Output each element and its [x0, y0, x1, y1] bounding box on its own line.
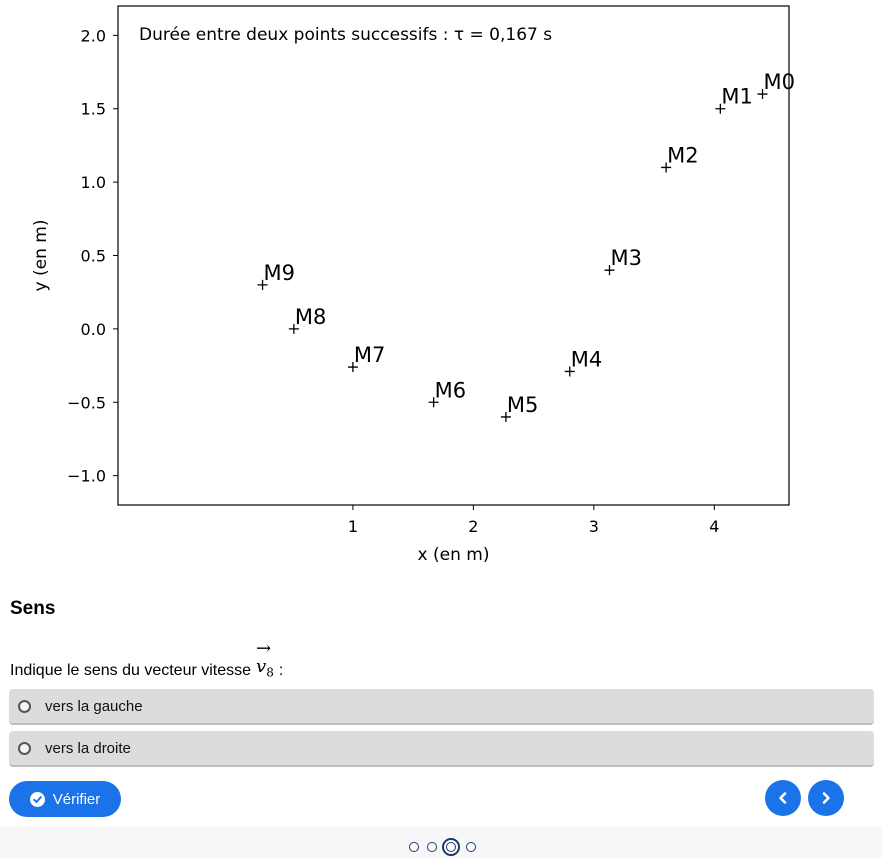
- chevron-right-icon: [819, 791, 833, 805]
- y-tick-label: 0.5: [80, 246, 106, 266]
- data-point-label: M0: [763, 70, 795, 95]
- next-button[interactable]: [808, 780, 844, 816]
- y-tick-label: 1.0: [80, 173, 106, 193]
- verify-label: Vérifier: [52, 790, 101, 808]
- data-point-label: M8: [294, 304, 327, 329]
- question-text: [10, 640, 283, 680]
- data-point-label: M2: [667, 143, 699, 168]
- page-dot-3-current[interactable]: [442, 838, 460, 856]
- y-tick-label: 2.0: [80, 26, 106, 46]
- data-point-label: M9: [263, 260, 296, 285]
- page-dot-4[interactable]: [466, 842, 476, 852]
- question-label: Indique le sens du vecteur vitesse: [10, 662, 252, 679]
- data-point-label: M6: [434, 378, 467, 403]
- data-point-label: M1: [721, 84, 753, 109]
- chevron-left-icon: [776, 791, 790, 805]
- page-dot-2[interactable]: [427, 842, 437, 852]
- check-circle-icon: [30, 792, 45, 807]
- section-title: Sens: [10, 598, 56, 619]
- question-suffix: :: [278, 662, 284, 679]
- vector-symbol: v: [256, 656, 267, 678]
- x-tick-label: 1: [347, 517, 359, 536]
- data-point-label: M5: [506, 392, 539, 417]
- vector-subscript: 8: [266, 666, 274, 680]
- y-tick-label: 0.0: [80, 319, 106, 339]
- radio-button[interactable]: [18, 700, 31, 713]
- x-tick-label: 4: [709, 517, 720, 536]
- x-axis-label: x (en m): [417, 545, 490, 565]
- option-left[interactable]: [9, 689, 874, 725]
- plot-frame: [118, 6, 789, 505]
- option-label: vers la gauche: [45, 697, 143, 715]
- data-point-label: M3: [610, 246, 642, 271]
- option-label: vers la droite: [45, 739, 131, 757]
- x-tick-label: 2: [468, 517, 479, 536]
- verify-button[interactable]: [9, 781, 121, 817]
- y-axis-label: y (en m): [31, 219, 51, 292]
- velocity-vector: [256, 638, 274, 680]
- data-point-label: M4: [570, 347, 603, 372]
- data-point-label: M7: [353, 343, 386, 368]
- x-tick-label: 3: [588, 517, 599, 536]
- pagination: [0, 826, 882, 858]
- vector-arrow: →: [256, 638, 272, 660]
- y-tick-label: −1.0: [67, 466, 106, 486]
- y-tick-label: 1.5: [80, 99, 106, 119]
- radio-button[interactable]: [18, 742, 31, 755]
- y-tick-label: −0.5: [67, 393, 106, 413]
- chart-annotation: Durée entre deux points successifs : τ = 0,167 s: [139, 25, 553, 45]
- page-dot-1[interactable]: [409, 842, 419, 852]
- option-right[interactable]: [9, 731, 874, 767]
- previous-button[interactable]: [765, 780, 801, 816]
